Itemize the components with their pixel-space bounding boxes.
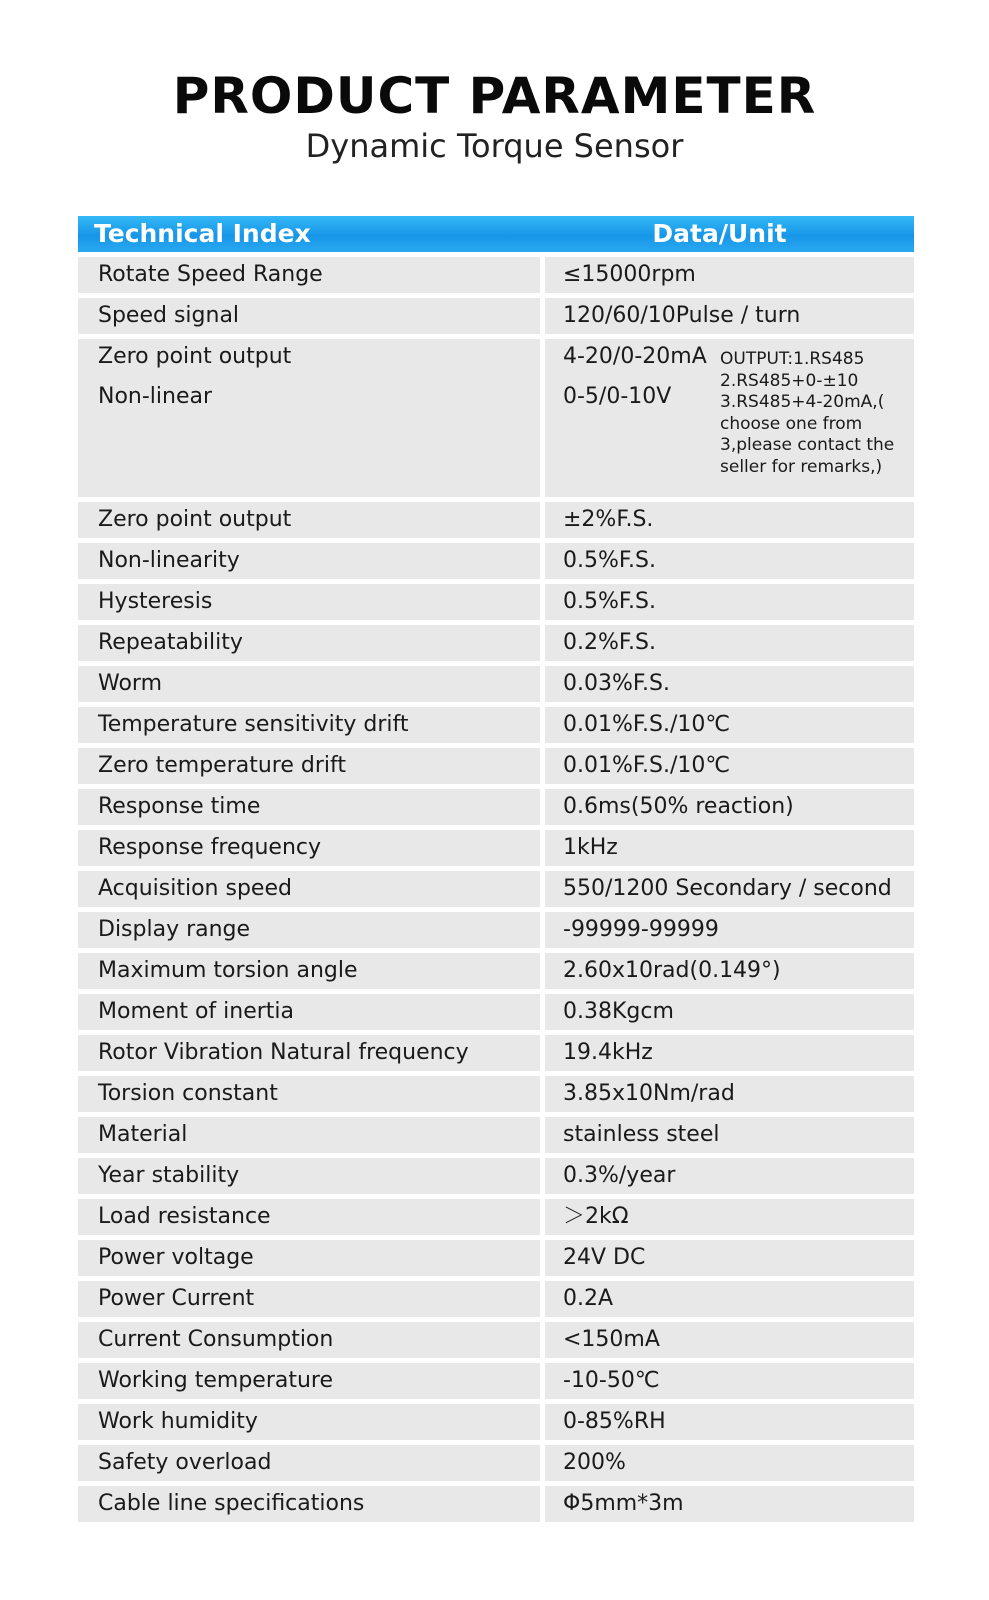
table-row bbox=[78, 543, 914, 579]
table-row bbox=[78, 666, 914, 702]
table-row bbox=[78, 625, 914, 661]
row-label: Working temperature bbox=[78, 1363, 540, 1399]
table-row bbox=[78, 502, 914, 538]
output-note-line: 3,please contact the bbox=[720, 435, 895, 455]
row-value: 0.5%F.S. bbox=[545, 543, 914, 579]
row-label: Hysteresis bbox=[78, 584, 540, 620]
row-label: Torsion constant bbox=[78, 1076, 540, 1112]
parameter-table bbox=[78, 216, 914, 1522]
row-value: 0.2A bbox=[545, 1281, 914, 1317]
output-note-line: choose one from bbox=[720, 413, 863, 434]
row-label: Temperature sensitivity drift bbox=[78, 707, 540, 743]
row-label: Safety overload bbox=[78, 1445, 540, 1481]
row-value: 0.3%/year bbox=[545, 1158, 914, 1194]
row-value: 1kHz bbox=[545, 830, 914, 866]
table-row bbox=[78, 1240, 914, 1276]
row-value: Φ5mm*3m bbox=[545, 1486, 914, 1522]
output-values bbox=[545, 339, 914, 497]
row-label: Cable line specifications bbox=[78, 1486, 540, 1522]
row-value: 0.03%F.S. bbox=[545, 666, 914, 702]
table-row bbox=[78, 1445, 914, 1481]
table-row bbox=[78, 912, 914, 948]
row-value: 2.60x10rad(0.149°) bbox=[545, 953, 914, 989]
row-label: Maximum torsion angle bbox=[78, 953, 540, 989]
output-row bbox=[78, 339, 914, 497]
row-label: Response frequency bbox=[78, 830, 540, 866]
row-label: Year stability bbox=[78, 1158, 540, 1194]
column-header-data-unit: Data/Unit bbox=[652, 219, 787, 248]
row-label: Load resistance bbox=[78, 1199, 540, 1235]
row-value: stainless steel bbox=[545, 1117, 914, 1153]
row-value: 19.4kHz bbox=[545, 1035, 914, 1071]
column-header-technical-index: Technical Index bbox=[94, 219, 311, 248]
table-row bbox=[78, 1322, 914, 1358]
table-row bbox=[78, 1076, 914, 1112]
table-header bbox=[78, 216, 914, 252]
page-subtitle: Dynamic Torque Sensor bbox=[305, 127, 684, 165]
table-row bbox=[78, 871, 914, 907]
table-row bbox=[78, 1199, 914, 1235]
output-labels bbox=[78, 339, 540, 497]
row-label: Zero temperature drift bbox=[78, 748, 540, 784]
row-label: Speed signal bbox=[78, 298, 540, 334]
row-value: -99999-99999 bbox=[545, 912, 914, 948]
row-value: 0.2%F.S. bbox=[545, 625, 914, 661]
table-row bbox=[78, 1158, 914, 1194]
row-label: Moment of inertia bbox=[78, 994, 540, 1030]
row-value: 0-85%RH bbox=[545, 1404, 914, 1440]
output-note-line: OUTPUT:1.RS485 bbox=[720, 349, 865, 369]
table-row bbox=[78, 298, 914, 334]
row-value: 0.5%F.S. bbox=[545, 584, 914, 620]
row-value: 550/1200 Secondary / second bbox=[545, 871, 914, 907]
row-label: Non-linearity bbox=[78, 543, 540, 579]
table-row bbox=[78, 994, 914, 1030]
table-row bbox=[78, 1117, 914, 1153]
row-label: Rotate Speed Range bbox=[78, 257, 540, 293]
row-label: Repeatability bbox=[78, 625, 540, 661]
table-row bbox=[78, 257, 914, 293]
page-title: PRODUCT PARAMETER bbox=[172, 67, 817, 125]
row-label: Material bbox=[78, 1117, 540, 1153]
table-row bbox=[78, 1363, 914, 1399]
table-row bbox=[78, 1035, 914, 1071]
row-label: Power Current bbox=[78, 1281, 540, 1317]
row-value: 0.01%F.S./10℃ bbox=[545, 707, 914, 743]
table-row bbox=[78, 953, 914, 989]
row-value: ≤15000rpm bbox=[545, 257, 914, 293]
table-row bbox=[78, 1486, 914, 1522]
table-row bbox=[78, 1404, 914, 1440]
row-label: Zero point output bbox=[78, 502, 540, 538]
row-value: ＞2kΩ bbox=[545, 1199, 914, 1235]
table-row bbox=[78, 1281, 914, 1317]
row-value: -10-50℃ bbox=[545, 1363, 914, 1399]
row-value: 3.85x10Nm/rad bbox=[545, 1076, 914, 1112]
row-label: Worm bbox=[78, 666, 540, 702]
row-label: Response time bbox=[78, 789, 540, 825]
output-note-line: seller for remarks,) bbox=[720, 456, 883, 477]
row-value: 0.6ms(50% reaction) bbox=[545, 789, 914, 825]
row-value: 0.38Kgcm bbox=[545, 994, 914, 1030]
output-value-voltage: 0-5/0-10V bbox=[563, 384, 672, 409]
row-label: Work humidity bbox=[78, 1404, 540, 1440]
output-value-current: 4-20/0-20mA bbox=[563, 344, 707, 369]
table-row bbox=[78, 707, 914, 743]
row-label: Current Consumption bbox=[78, 1322, 540, 1358]
row-label: Display range bbox=[78, 912, 540, 948]
row-value: 24V DC bbox=[545, 1240, 914, 1276]
table-body bbox=[78, 502, 914, 1522]
row-value: 120/60/10Pulse / turn bbox=[545, 298, 914, 334]
table-row bbox=[78, 789, 914, 825]
output-options-note bbox=[720, 349, 914, 478]
row-value: 200% bbox=[545, 1445, 914, 1481]
row-label: Power voltage bbox=[78, 1240, 540, 1276]
row-value: ±2%F.S. bbox=[545, 502, 914, 538]
row-value: <150mA bbox=[545, 1322, 914, 1358]
output-note-line: 3.RS485+4-20mA,( bbox=[720, 392, 885, 412]
output-note-line: 2.RS485+0-±10 bbox=[720, 370, 859, 391]
output-label-zero-point: Zero point output bbox=[98, 344, 292, 369]
row-value: 0.01%F.S./10℃ bbox=[545, 748, 914, 784]
table-row bbox=[78, 748, 914, 784]
table-row bbox=[78, 584, 914, 620]
table-row bbox=[78, 830, 914, 866]
row-label: Acquisition speed bbox=[78, 871, 540, 907]
row-label: Rotor Vibration Natural frequency bbox=[78, 1035, 540, 1071]
output-label-non-linear: Non-linear bbox=[98, 384, 213, 409]
